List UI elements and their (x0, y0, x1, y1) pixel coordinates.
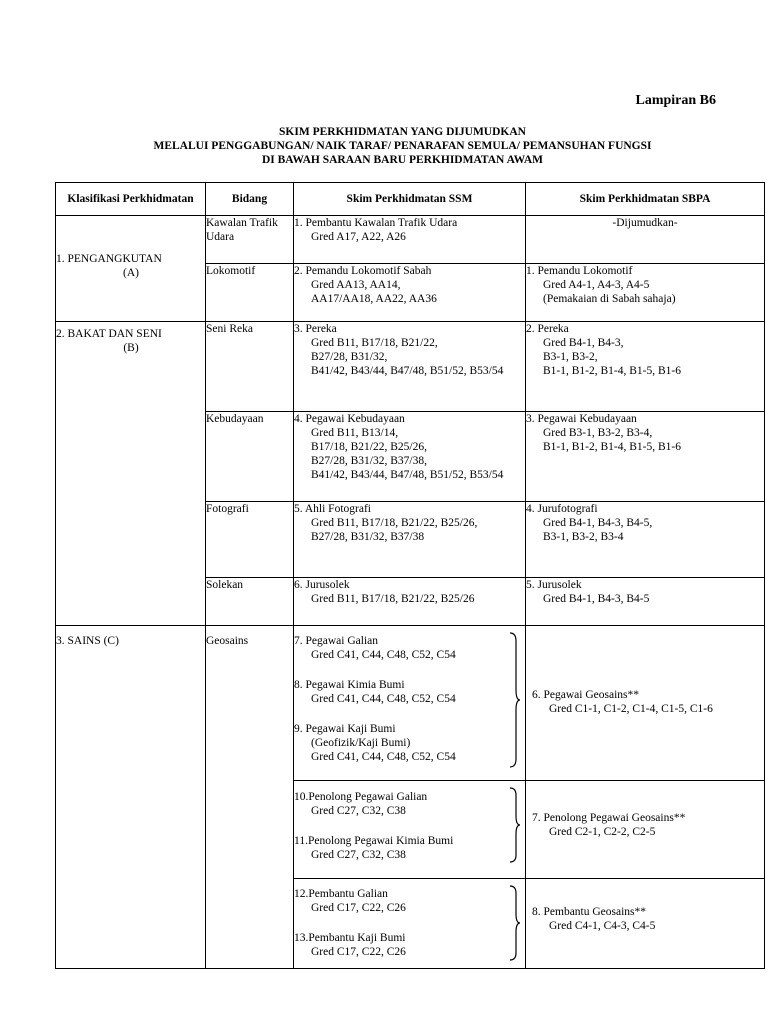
dijumudkan-label: -Dijumudkan- (612, 217, 678, 229)
header-sbpa: Skim Perkhidmatan SBPA (526, 183, 765, 216)
grade-line: Gred A4-1, A4-3, A4-5 (543, 279, 650, 291)
grade-line: Gred C17, C22, C26 (311, 902, 406, 914)
grade-line: (Geofizik/Kaji Bumi) (311, 737, 411, 749)
sbpa-cell (526, 578, 765, 626)
ssm-cell (294, 412, 526, 502)
ssm-cell (294, 626, 526, 781)
klasifikasi-cell (56, 626, 206, 969)
title-line-1: SKIM PERKHIDMATAN YANG DIJUMUDKAN (279, 126, 526, 138)
sbpa-entry (526, 322, 764, 378)
klasifikasi-name: 1. PENGANGKUTAN (56, 253, 162, 265)
table-row (56, 626, 765, 781)
sbpa-cell (526, 781, 765, 879)
grade-line: B3-1, B3-2, (543, 351, 598, 363)
ssm-cell (294, 578, 526, 626)
scheme-name: 10.Penolong Pegawai Galian (294, 791, 428, 803)
grade-line: (Pemakaian di Sabah sahaja) (543, 293, 676, 305)
scheme-name: 4. Pegawai Kebudayaan (294, 413, 405, 425)
grade-line: AA17/AA18, AA22, AA36 (311, 293, 437, 305)
klasifikasi-name: 3. SAINS (C) (56, 635, 119, 647)
right-brace-icon (509, 885, 521, 961)
sbpa-entry (526, 412, 764, 454)
grade-line: Gred B4-1, B4-3, B4-5 (543, 593, 650, 605)
grade-line: Gred B11, B17/18, B21/22, B25/26, (311, 517, 478, 529)
bidang-cell: Kebudayaan (206, 412, 294, 502)
scheme-name: 2. Pemandu Lokomotif Sabah (294, 265, 432, 277)
ssm-entry (294, 264, 525, 306)
sbpa-entry (526, 502, 764, 544)
annex-label: Lampiran B6 (635, 93, 716, 108)
grade-line: Gred C41, C44, C48, C52, C54 (311, 649, 456, 661)
grade-line: B41/42, B43/44, B47/48, B51/52, B53/54 (311, 365, 504, 377)
ssm-entry (294, 216, 525, 244)
table-row (56, 322, 765, 412)
klasifikasi-cell (56, 216, 206, 322)
ssm-entry (294, 887, 525, 915)
document-title (0, 125, 768, 167)
grade-line: B27/28, B31/32, B37/38, (311, 455, 427, 467)
title-line-3: DI BAWAH SARAAN BARU PERKHIDMATAN AWAM (261, 154, 544, 166)
scheme-name: 9. Pegawai Kaji Bumi (294, 723, 396, 735)
scheme-name: 8. Pembantu Geosains** (532, 906, 647, 918)
scheme-name: 7. Penolong Pegawai Geosains** (532, 812, 686, 824)
grade-line: Gred C4-1, C4-3, C4-5 (549, 920, 656, 932)
scheme-name: 1. Pemandu Lokomotif (526, 265, 633, 277)
sbpa-cell (526, 626, 765, 781)
scheme-name: 8. Pegawai Kimia Bumi (294, 679, 405, 691)
ssm-entry (294, 722, 525, 764)
scheme-name: 6. Jurusolek (294, 579, 350, 591)
grade-line: Gred B11, B17/18, B21/22, B25/26 (311, 593, 475, 605)
grade-line: Gred C2-1, C2-2, C2-5 (549, 826, 656, 838)
table-header-row (56, 183, 765, 216)
grade-line: Gred B11, B17/18, B21/22, (311, 337, 438, 349)
bidang-cell: Geosains (206, 626, 294, 969)
ssm-cell (294, 879, 526, 969)
scheme-name: 2. Pereka (526, 323, 569, 335)
grade-line: Gred C27, C32, C38 (311, 849, 406, 861)
ssm-cell (294, 502, 526, 578)
scheme-name: 6. Pegawai Geosains** (532, 689, 639, 701)
grade-line: Gred B4-1, B4-3, B4-5, (543, 517, 653, 529)
grade-line: Gred C41, C44, C48, C52, C54 (311, 693, 456, 705)
service-schemes-table (55, 182, 765, 969)
header-ssm: Skim Perkhidmatan SSM (294, 183, 526, 216)
bidang-cell: Fotografi (206, 502, 294, 578)
ssm-entry (294, 931, 525, 959)
sbpa-cell (526, 412, 765, 502)
grade-line: Gred C41, C44, C48, C52, C54 (311, 751, 456, 763)
grade-line: Gred C1-1, C1-2, C1-4, C1-5, C1-6 (549, 703, 713, 715)
bidang-cell: Solekan (206, 578, 294, 626)
bidang-cell: Lokomotif (206, 264, 294, 322)
grade-line: B1-1, B1-2, B1-4, B1-5, B1-6 (543, 441, 681, 453)
klasifikasi-cell (56, 322, 206, 626)
ssm-entry (294, 502, 525, 544)
scheme-name: 7. Pegawai Galian (294, 635, 378, 647)
ssm-entry (294, 578, 525, 606)
sbpa-entry (532, 905, 655, 933)
header-klasifikasi: Klasifikasi Perkhidmatan (56, 183, 206, 216)
grade-line: Gred AA13, AA14, (311, 279, 401, 291)
ssm-entry (294, 322, 525, 378)
grade-line: B1-1, B1-2, B1-4, B1-5, B1-6 (543, 365, 681, 377)
scheme-name: 5. Jurusolek (526, 579, 582, 591)
scheme-name: 3. Pereka (294, 323, 337, 335)
bidang-cell: Kawalan Trafik Udara (206, 216, 294, 264)
ssm-entry (294, 834, 525, 862)
right-brace-icon (509, 632, 521, 768)
grade-line: B27/28, B31/32, B37/38 (311, 531, 425, 543)
klasifikasi-name: 2. BAKAT DAN SENI (56, 328, 162, 340)
ssm-entry (294, 634, 525, 662)
ssm-cell (294, 264, 526, 322)
ssm-entry (294, 678, 525, 706)
ssm-cell (294, 781, 526, 879)
grade-line: Gred B3-1, B3-2, B3-4, (543, 427, 653, 439)
klasifikasi-code: (A) (123, 267, 139, 279)
ssm-entry (294, 412, 525, 482)
scheme-name: 5. Ahli Fotografi (294, 503, 371, 515)
grade-line: Gred C27, C32, C38 (311, 805, 406, 817)
sbpa-entry (532, 811, 685, 839)
right-brace-icon (509, 787, 521, 863)
scheme-name: 11.Penolong Pegawai Kimia Bumi (294, 835, 454, 847)
ssm-cell (294, 322, 526, 412)
grade-line: B41/42, B43/44, B47/48, B51/52, B53/54 (311, 469, 504, 481)
sbpa-cell (526, 879, 765, 969)
sbpa-cell (526, 322, 765, 412)
grade-line: Gred B4-1, B4-3, (543, 337, 624, 349)
ssm-entry (294, 790, 525, 818)
grade-line: Gred A17, A22, A26 (311, 231, 406, 243)
sbpa-entry (532, 688, 713, 716)
ssm-cell (294, 216, 526, 264)
klasifikasi-code: (B) (123, 342, 139, 354)
scheme-name: 13.Pembantu Kaji Bumi (294, 932, 406, 944)
scheme-name: 3. Pegawai Kebudayaan (526, 413, 637, 425)
table-row (56, 216, 765, 264)
scheme-name: 4. Jurufotografi (526, 503, 598, 515)
sbpa-cell (526, 216, 765, 264)
sbpa-entry (526, 578, 764, 606)
scheme-name: 1. Pembantu Kawalan Trafik Udara (294, 217, 458, 229)
grade-line: B3-1, B3-2, B3-4 (543, 531, 624, 543)
sbpa-cell (526, 502, 765, 578)
header-bidang: Bidang (206, 183, 294, 216)
title-line-2: MELALUI PENGGABUNGAN/ NAIK TARAF/ PENARAFAN SEMULA/ PEMANSUHAN FUNGSI (153, 140, 652, 152)
grade-line: B17/18, B21/22, B25/26, (311, 441, 427, 453)
scheme-name: 12.Pembantu Galian (294, 888, 388, 900)
bidang-cell: Seni Reka (206, 322, 294, 412)
grade-line: B27/28, B31/32, (311, 351, 388, 363)
sbpa-entry (526, 264, 764, 306)
grade-line: Gred C17, C22, C26 (311, 946, 406, 958)
sbpa-cell (526, 264, 765, 322)
grade-line: Gred B11, B13/14, (311, 427, 399, 439)
